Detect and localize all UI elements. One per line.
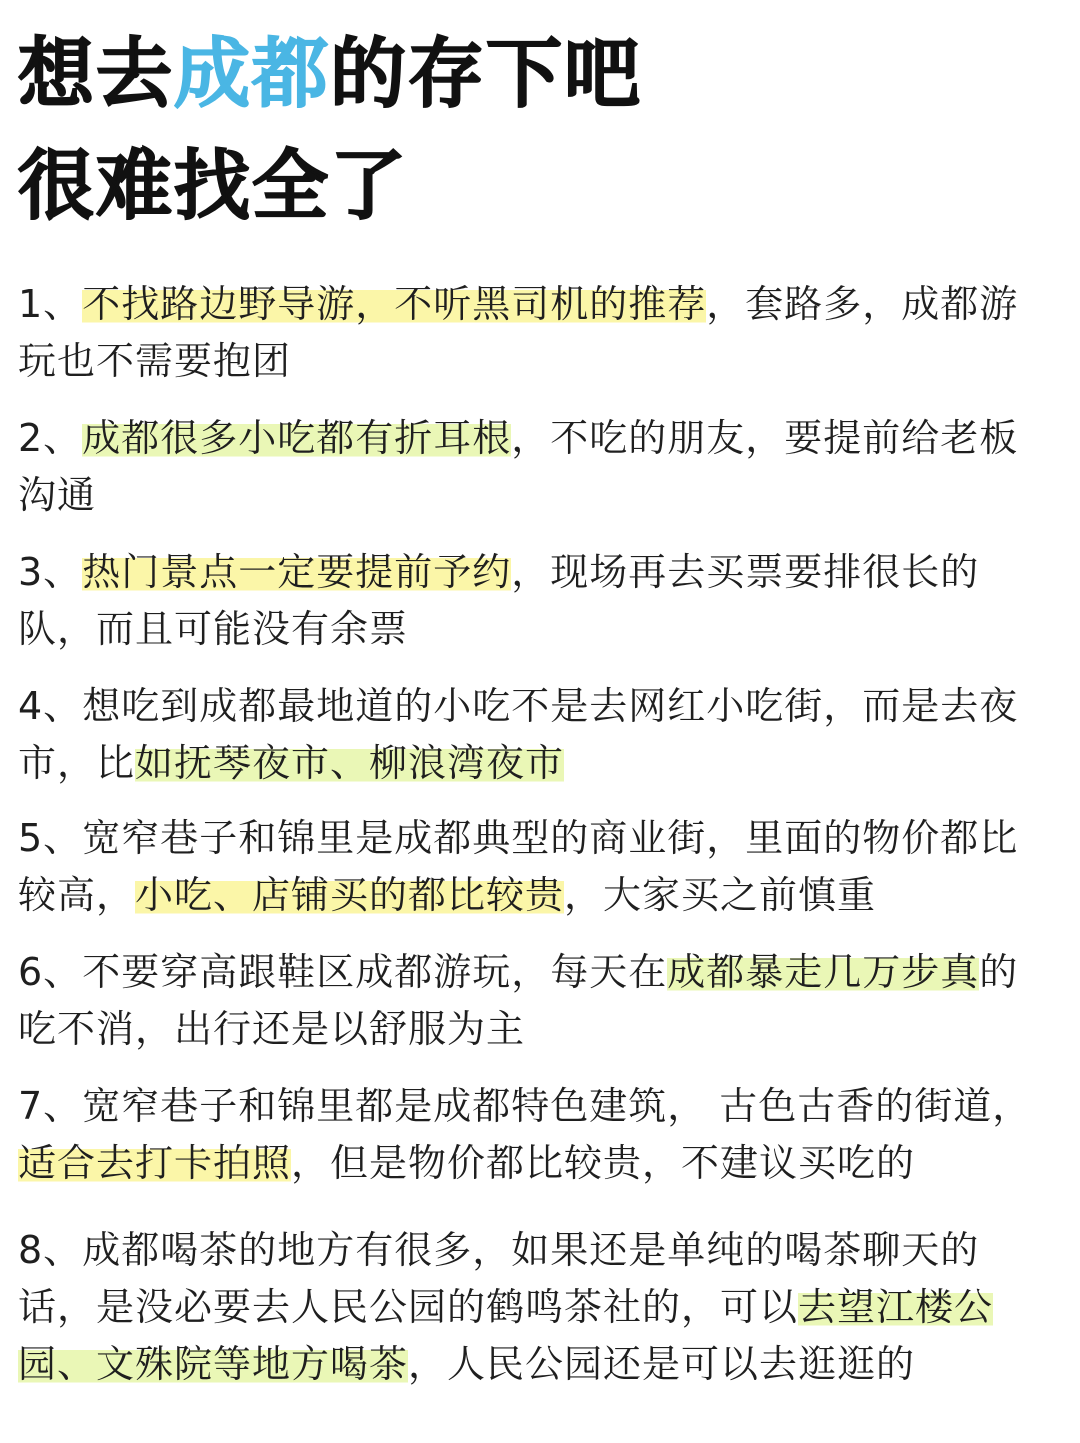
highlighted-text: 去望江楼公园、文殊院等地方喝茶 [18,1285,994,1386]
tip-text: 宽窄巷子和锦里都是成都特色建筑， 古色古香的街道， [82,1084,1032,1128]
tip-number: 7、 [18,1084,83,1128]
title-line-1: 想去成都的存下吧 [18,29,642,118]
title-line-2: 很难找全了 [18,141,408,230]
title-accent: 成都 [174,29,330,118]
tip-text: ，大家买之前慎重 [564,873,877,917]
tip-text: 不要穿高跟鞋区成都游玩，每天在 [82,950,668,994]
tip-item [18,1078,1054,1192]
tip-item [18,1222,1054,1393]
tip-item [18,810,1054,924]
tip-number: 1、 [18,282,83,326]
tip-text: 的吃不消，出行还是以舒服为主 [18,950,1019,1051]
highlighted-text: 成都暴走几万步真 [667,950,980,994]
page-title [18,18,1054,242]
highlighted-text: 热门景点一定要提前予约 [82,550,512,594]
tip-number: 5、 [18,816,83,860]
tip-text: ，但是物价都比较贵，不建议买吃的 [291,1141,916,1185]
tip-number: 3、 [18,550,83,594]
tip-item [18,678,1054,792]
tip-number: 8、 [18,1228,83,1272]
tip-number: 4、 [18,684,83,728]
tip-number: 6、 [18,950,83,994]
tip-text: ，套路多，成都游玩也不需要抱团 [18,282,1019,383]
highlighted-text: 适合去打卡拍照 [18,1141,292,1185]
tip-item [18,544,1054,658]
highlighted-text: 不找路边野导游，不听黑司机的推荐 [82,282,707,326]
tips-list [18,276,1054,1393]
highlighted-text: 小吃、店铺买的都比较贵 [135,873,565,917]
tip-text: 成都喝茶的地方有很多，如果还是单纯的喝茶聊天的话，是没必要去人民公园的鹤鸣茶社的，可以 [18,1228,980,1329]
tip-text: 想吃到成都最地道的小吃不是去网红小吃街，而是去夜市，比 [18,684,1019,785]
tip-text: ，现场再去买票要排很长的队，而且可能没有余票 [18,550,980,651]
tip-text: 宽窄巷子和锦里是成都典型的商业街，里面的物价都比较高， [18,816,1019,917]
highlighted-text: 成都很多小吃都有折耳根 [82,416,512,460]
tip-text: ，人民公园还是可以去逛逛的 [408,1342,916,1386]
tip-text: ，不吃的朋友，要提前给老板沟通 [18,416,1019,517]
tip-item [18,276,1054,390]
highlighted-text: 如抚琴夜市、柳浪湾夜市 [135,741,565,785]
tip-number: 2、 [18,416,83,460]
tip-item [18,944,1054,1058]
tip-item [18,410,1054,524]
